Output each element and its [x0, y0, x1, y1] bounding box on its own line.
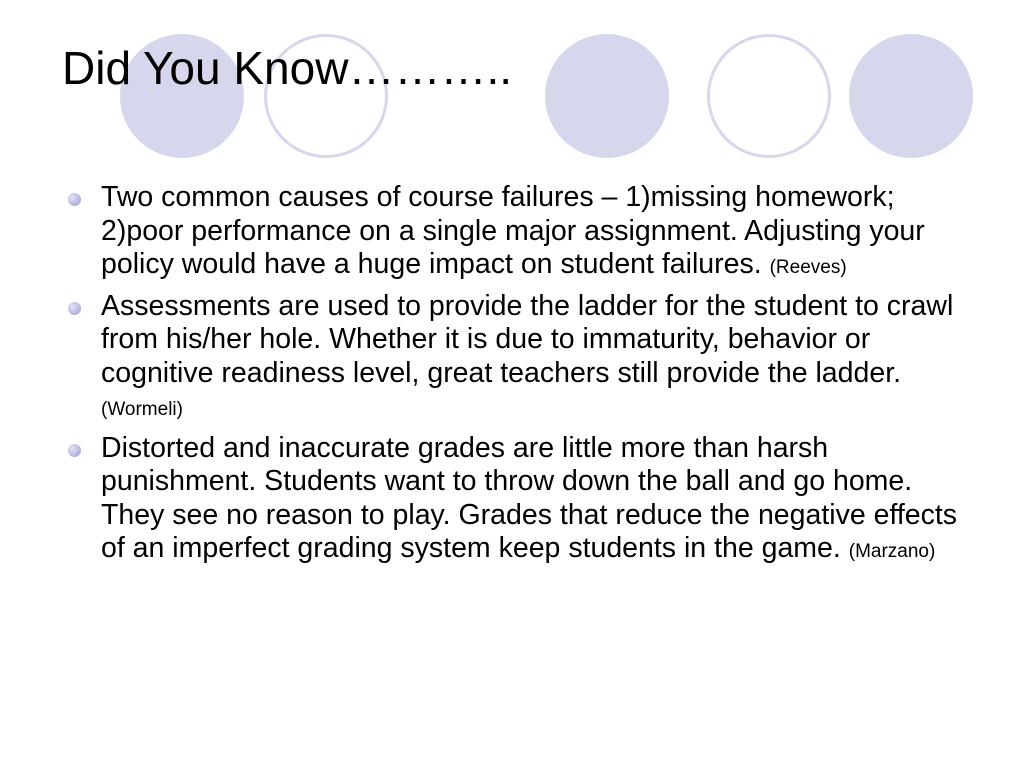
bullet-list: [66, 181, 966, 574]
bullet-dot-icon: [68, 193, 81, 206]
bullet-text: Assessments are used to provide the ladder for the student to crawl from his/her hole. Whether it is due to immaturity, behavior or cognitive readiness level, great teachers still provide the ladder.: [101, 289, 954, 389]
decorative-circle-filled: [545, 34, 669, 158]
bullet-item-wormeli: [66, 290, 966, 427]
bullet-item-marzano: [66, 432, 966, 569]
bullet-text: Distorted and inaccurate grades are little more than harsh punishment. Students want to throw down the ball and go home. They see no reason to play. Grades that reduce the negative effects of an imperfect grading system keep students in the game.: [101, 431, 958, 564]
bullet-dot-icon: [68, 444, 81, 457]
slide-title: Did You Know………..: [62, 42, 513, 94]
bullet-text: Two common causes of course failures – 1)missing homework; 2)poor performance on a single major assignment. Adjusting your policy would have a huge impact on student failures.: [101, 181, 925, 280]
decorative-circle-filled: [849, 34, 973, 158]
bullet-dot-icon: [68, 302, 81, 315]
bullet-citation: (Marzano): [848, 541, 936, 562]
bullet-citation: (Wormeli): [101, 399, 183, 420]
bullet-citation: (Reeves): [769, 257, 847, 278]
bullet-item-reeves: [66, 181, 966, 285]
decorative-circle-outline: [707, 34, 831, 158]
